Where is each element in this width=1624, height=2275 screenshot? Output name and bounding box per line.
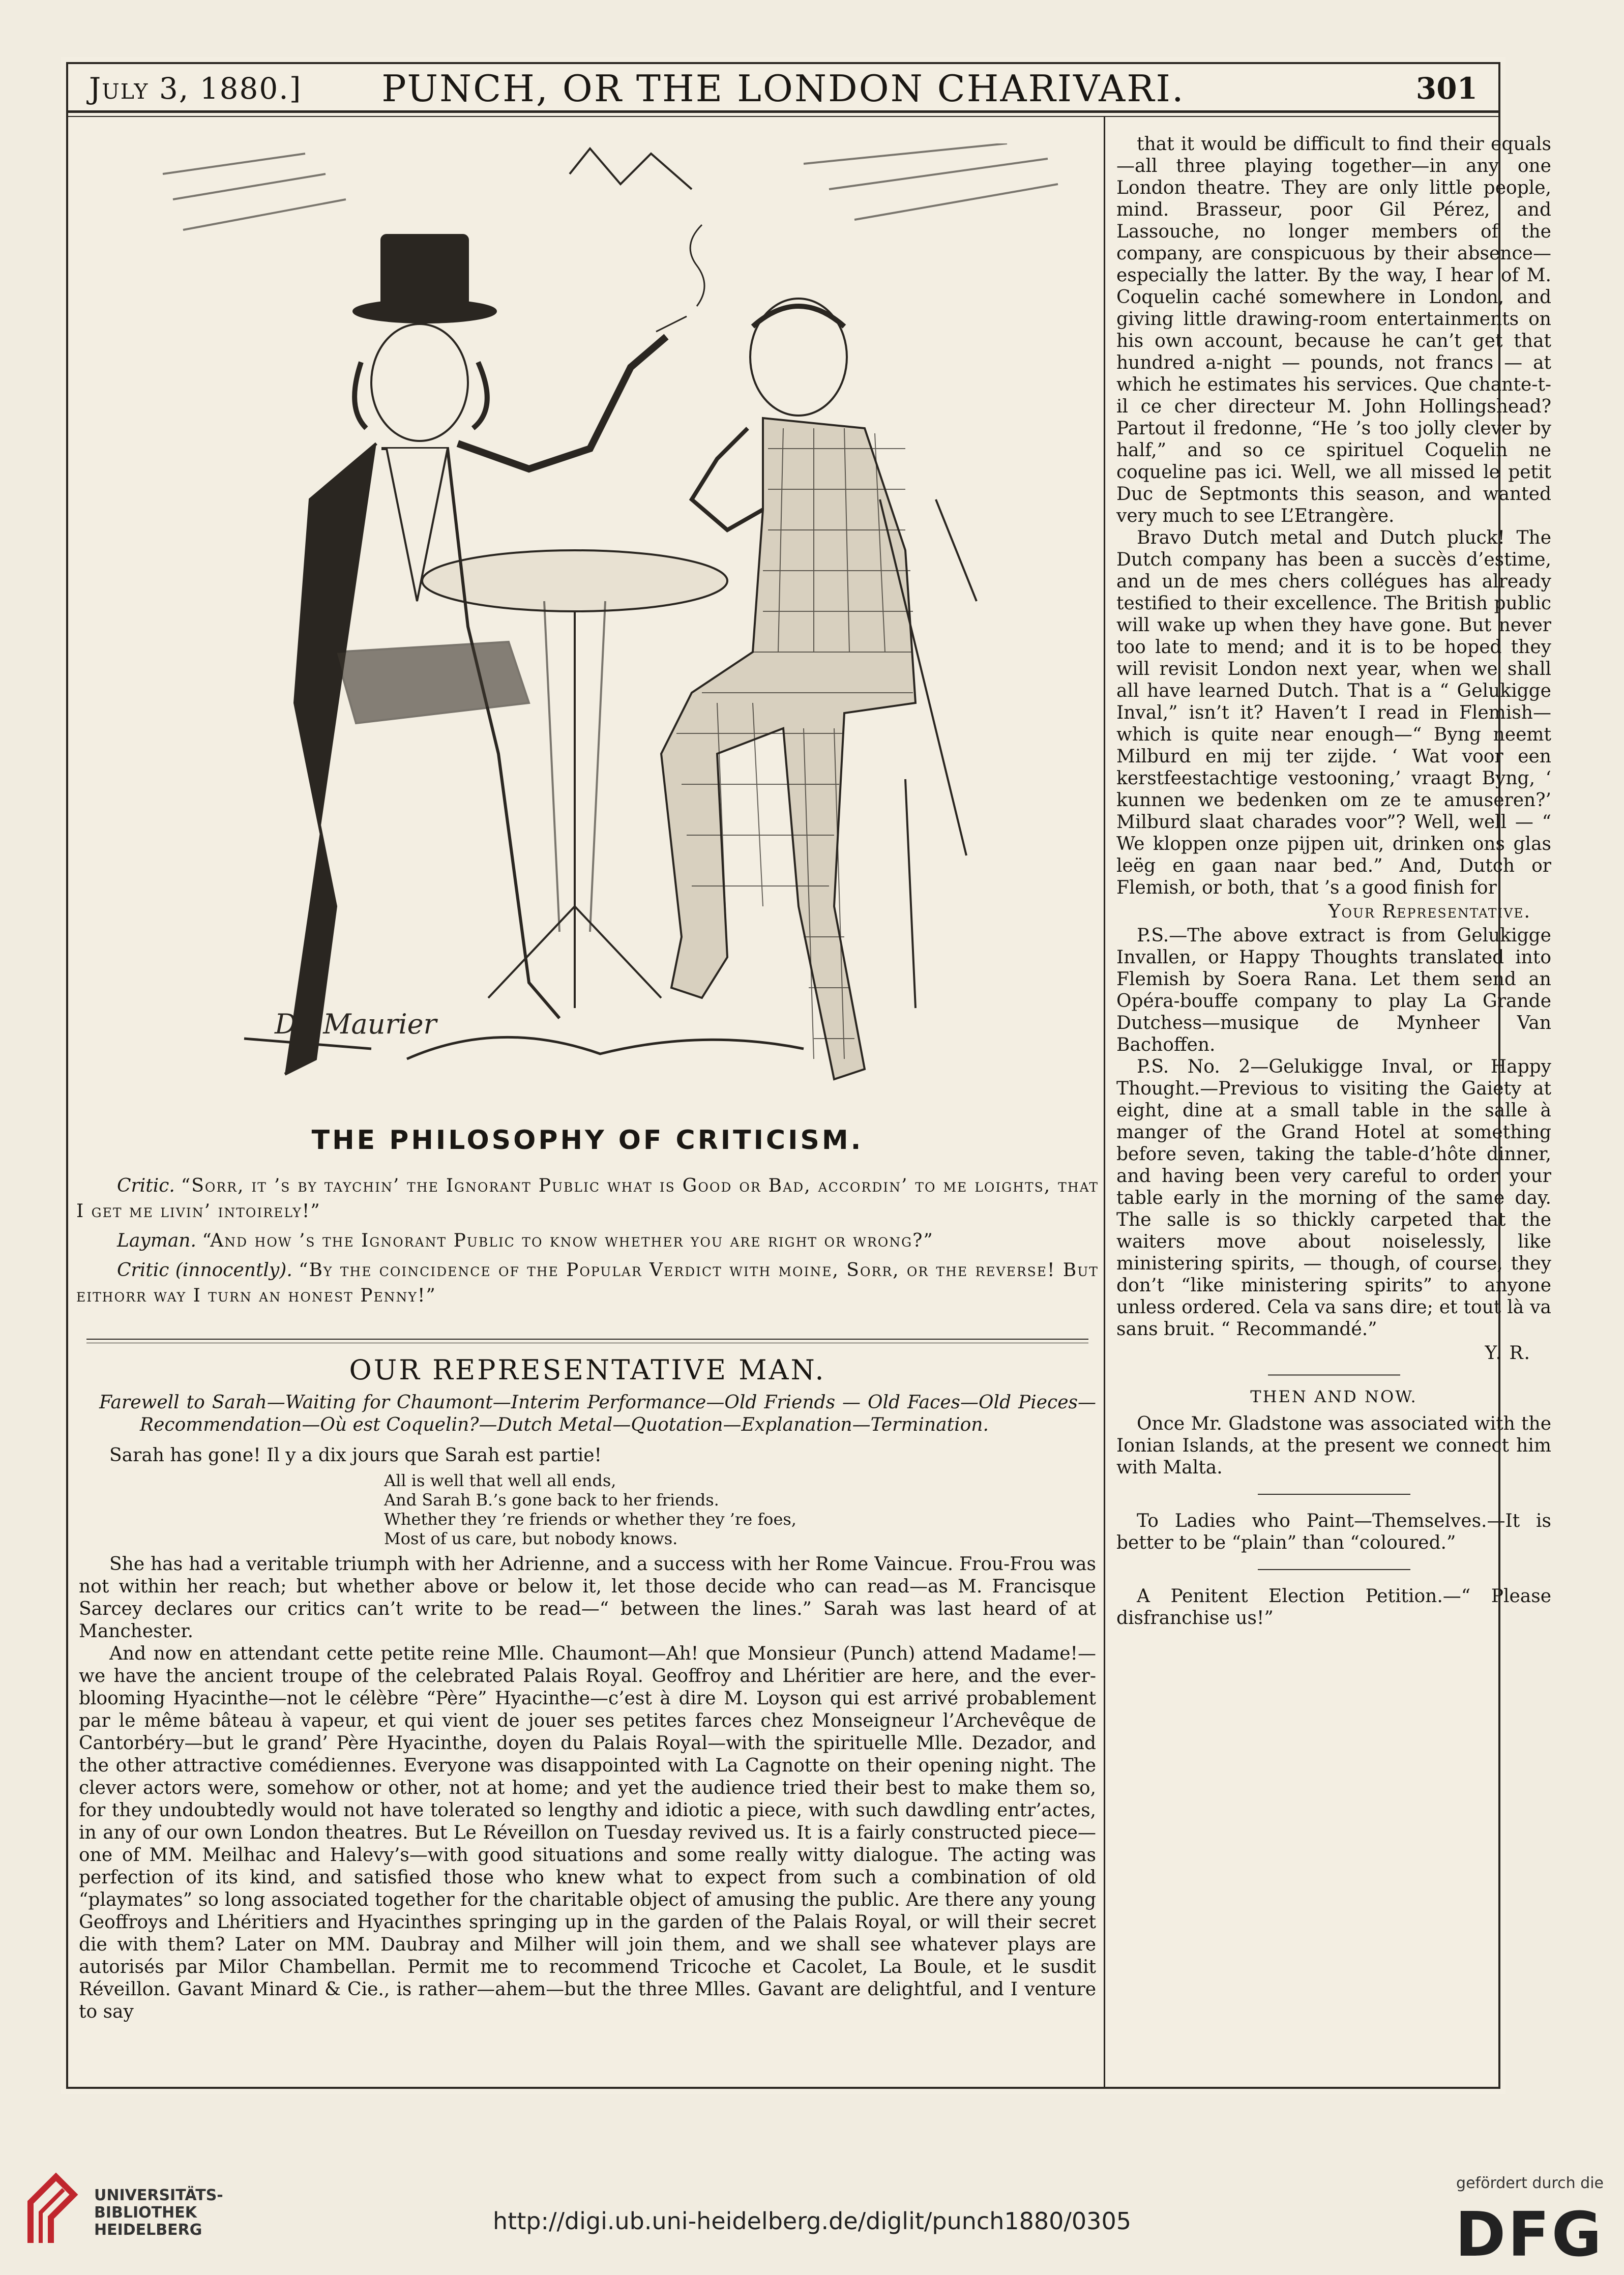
cartoon-title: THE PHILOSOPHY OF CRITICISM. xyxy=(311,1125,864,1156)
cartoon-illustration xyxy=(142,143,1073,1115)
cartoon-caption xyxy=(76,1173,1099,1313)
verse-line: Most of us care, but nobody knows. xyxy=(384,1529,678,1548)
article-paragraph: She has had a veritable triumph with her Adrienne, and a success with her Rome Vaincue. Frou-Frou was not within her reach; but whether above or below it, let those decide who can read—as M. Francisque Sarcey declares our critics can’t write to be read—“ between the lines.” Sarah was last heard of at Manchester. xyxy=(79,1554,1096,1642)
article-synopsis: Farewell to Sarah—Waiting for Chaumont—Interim Performance—Old Friends — Old Faces—Old Pieces—Recommendation—Où est Coquelin?—Dutch Metal—Quotation—Explanation—Termination. xyxy=(99,1392,1096,1435)
postscript-2: P.S. No. 2—Gelukigge Inval, or Happy Thought.—Previous to visiting the Gaiety at eight, dine at a small table in the salle à manger of the Grand Hotel at something before seven, taking the table-d’hôte dinner, and having been very careful to order your table early in the morning of the same day. The salle is so thickly carpeted that the waiters move about noiselessly, like ministering spirits, — though, of course, they don’t “like ministering spirits” to anyone unless ordered. Cela va sans dire; et tout là va sans bruit. “ Recommandé.” xyxy=(1116,1056,1551,1340)
article-heading: OUR REPRESENTATIVE MAN. xyxy=(349,1354,826,1386)
ladies-who-paint: To Ladies who Paint—Themselves.—It is better to be “plain” than “coloured.” xyxy=(1116,1511,1551,1553)
column-divider xyxy=(1104,117,1105,2089)
section-separator xyxy=(86,1339,1088,1340)
source-url-link[interactable]: http://digi.ub.uni-heidelberg.de/diglit/punch1880/0305 xyxy=(493,2207,1131,2235)
verse-stanza xyxy=(79,1471,1096,1548)
issue-date: July 3, 1880.] xyxy=(89,71,302,106)
header-rule-thin xyxy=(66,116,1500,117)
masthead-title: PUNCH, OR THE LONDON CHARIVARI. xyxy=(381,67,1185,110)
postscript-1: P.S.—The above extract is from Gelukigge Invallen, or Happy Thoughts translated into Flemish by Soera Rana. Let them send an Opéra-bouffe company to play La Grande Dutchess—musique de Mynheer Van Bachoffen. xyxy=(1116,925,1551,1055)
verse-line: Whether they ’re friends or whether they ’re foes, xyxy=(384,1510,796,1529)
caption-line-layman: Layman. “And how ’s the Ignorant Public to know whether you are right or wrong?” xyxy=(117,1230,934,1251)
article-paragraph: And now en attendant cette petite reine Mlle. Chaumont—Ah! que Monsieur (Punch) attend Madame!—we have the ancient troupe of the celebrated Palais Royal. Geoffroy and Lhéritier are here, and the ever-blooming Hyacinthe—not le célèbre “Père” Hyacinthe—c’est à dire M. Loyson qui est arrivé probablement par le même bâteau à vapeur, et qui vient de jouer ses petites farces chez Monseigneur l’Archevêque de Cantorbéry—but le grand’ Père Hyacinthe, doyen du Palais Royal—with the spirituelle Mlle. Dezador, and the other attractive comédiennes. Everyone was disappointed with La Cagnotte on their opening night. The clever actors were, somehow or other, not at home; and yet the audience tried their best to make them so, for they undoubtedly would not have tolerated so lengthy and idiotic a piece, with such dawdling entr’actes, in any of our own London theatres. But Le Réveillon on Tuesday revived us. It is a fairly constructed piece—one of MM. Meilhac and Halevy’s—with good situations and some really witty dialogue. The acting was perfection of its kind, and satisfied those who knew what to expect from such a combination of old “playmates” so long associated together for the charitable object of amusing the public. Are there any young Geoffroys and Lhéritiers and Hyacinthes springing up in the garden of the Palais Royal, or will their secret die with them? Later on MM. Daubray and Milher will join them, and we shall see whatever plays are autorisés par Milor Chambellan. Permit me to recommend Tricoche et Cacolet, La Boule, et le susdit Réveillon. Gavant Minard & Cie., is rather—ahem—but the three Mlles. Gavant are delightful, and I venture to say xyxy=(79,1643,1096,2022)
caption-line-critic-innocently: Critic (innocently). “By the coincidence of the Popular Verdict with moine, Sorr, or the reverse! But eithorr way I turn an honest Penny!” xyxy=(76,1260,1099,1306)
verse-line: All is well that well all ends, xyxy=(384,1471,616,1490)
newspaper-page xyxy=(61,57,1551,2094)
article-signature: Your Representative. xyxy=(1328,901,1531,922)
library-name: UNIVERSITÄTS- BIBLIOTHEK HEIDELBERG xyxy=(94,2187,223,2239)
penitent-election-petition: A Penitent Election Petition.—“ Please disfranchise us!” xyxy=(1116,1586,1551,1629)
page-number: 301 xyxy=(1415,71,1478,106)
article-continuation: that it would be difficult to find their equals—all three playing together—in any one London theatre. They are only little people, mind. Brasseur, poor Gil Pérez, and Lassouche, no longer members of the company, are conspicuous by their absence—especially the latter. By the way, I hear of M. Coquelin caché somewhere in London, and giving little drawing-room entertainments on his own account, because he can’t get that hundred a-night — pounds, not francs — at which he estimates his services. Que chante-t-il ce cher directeur M. John Hollingshead? Partout il fredonne, “He ’s too jolly clever by half,” and so ce spirituel Coquelin ne coqueline pas ici. Well, we all missed le petit Duc de Septmonts this season, and wanted very much to see L’Etrangère. xyxy=(1116,134,1551,526)
article-opening: Sarah has gone! Il y a dix jours que Sarah est partie! xyxy=(109,1445,602,1466)
short-rule xyxy=(1258,1494,1410,1495)
cartoon-signature: Du Maurier xyxy=(275,1008,437,1040)
digitization-footer xyxy=(0,2156,1624,2275)
right-column xyxy=(1116,133,1551,1629)
verse-line: And Sarah B.’s gone back to her friends. xyxy=(384,1490,719,1510)
article-continuation: Bravo Dutch metal and Dutch pluck! The Dutch company has been a succès d’estime, and un de mes chers collégues has already testified to their excellence. The British public will wake up when they have gone. But never too late to mend; and it is to be hoped they will revisit London next year, when we shall all have learned Dutch. That is a “ Gelukigge Inval,” isn’t it? Haven’t I read in Flemish—which is quite near enough—“ Byng neemt Milburd en mij ter zijde. ‘ Wat voor een kerstfeestachtige vestooning,’ vraagt Byng, ‘ kunnen we bedenken om ze te amuseren?’ Milburd slaat charades voor”? Well, well — “ We kloppen onze pijpen uit, drinken ons glas leëg en gaan naar bed.” And, Dutch or Flemish, or both, that ’s a good finish for xyxy=(1116,527,1551,898)
then-and-now-text: Once Mr. Gladstone was associated with the Ionian Islands, at the present we connect him with Malta. xyxy=(1116,1413,1551,1478)
funded-by-label: gefördert durch die xyxy=(1456,2174,1604,2192)
caption-line-critic: Critic. “Sorr, it ’s by taychin’ the Ignorant Public what is Good or Bad, accordin’ to me loights, that I get me livin’ intoirely!” xyxy=(76,1175,1099,1222)
then-and-now-title: THEN AND NOW. xyxy=(1250,1387,1418,1406)
header-rule xyxy=(66,110,1500,113)
dfg-logo: DFG xyxy=(1455,2200,1604,2270)
postscript-initials: Y. R. xyxy=(1485,1343,1531,1364)
short-rule xyxy=(1258,1569,1410,1570)
double-rule xyxy=(1268,1374,1400,1376)
article-our-representative-man xyxy=(79,1354,1096,2023)
